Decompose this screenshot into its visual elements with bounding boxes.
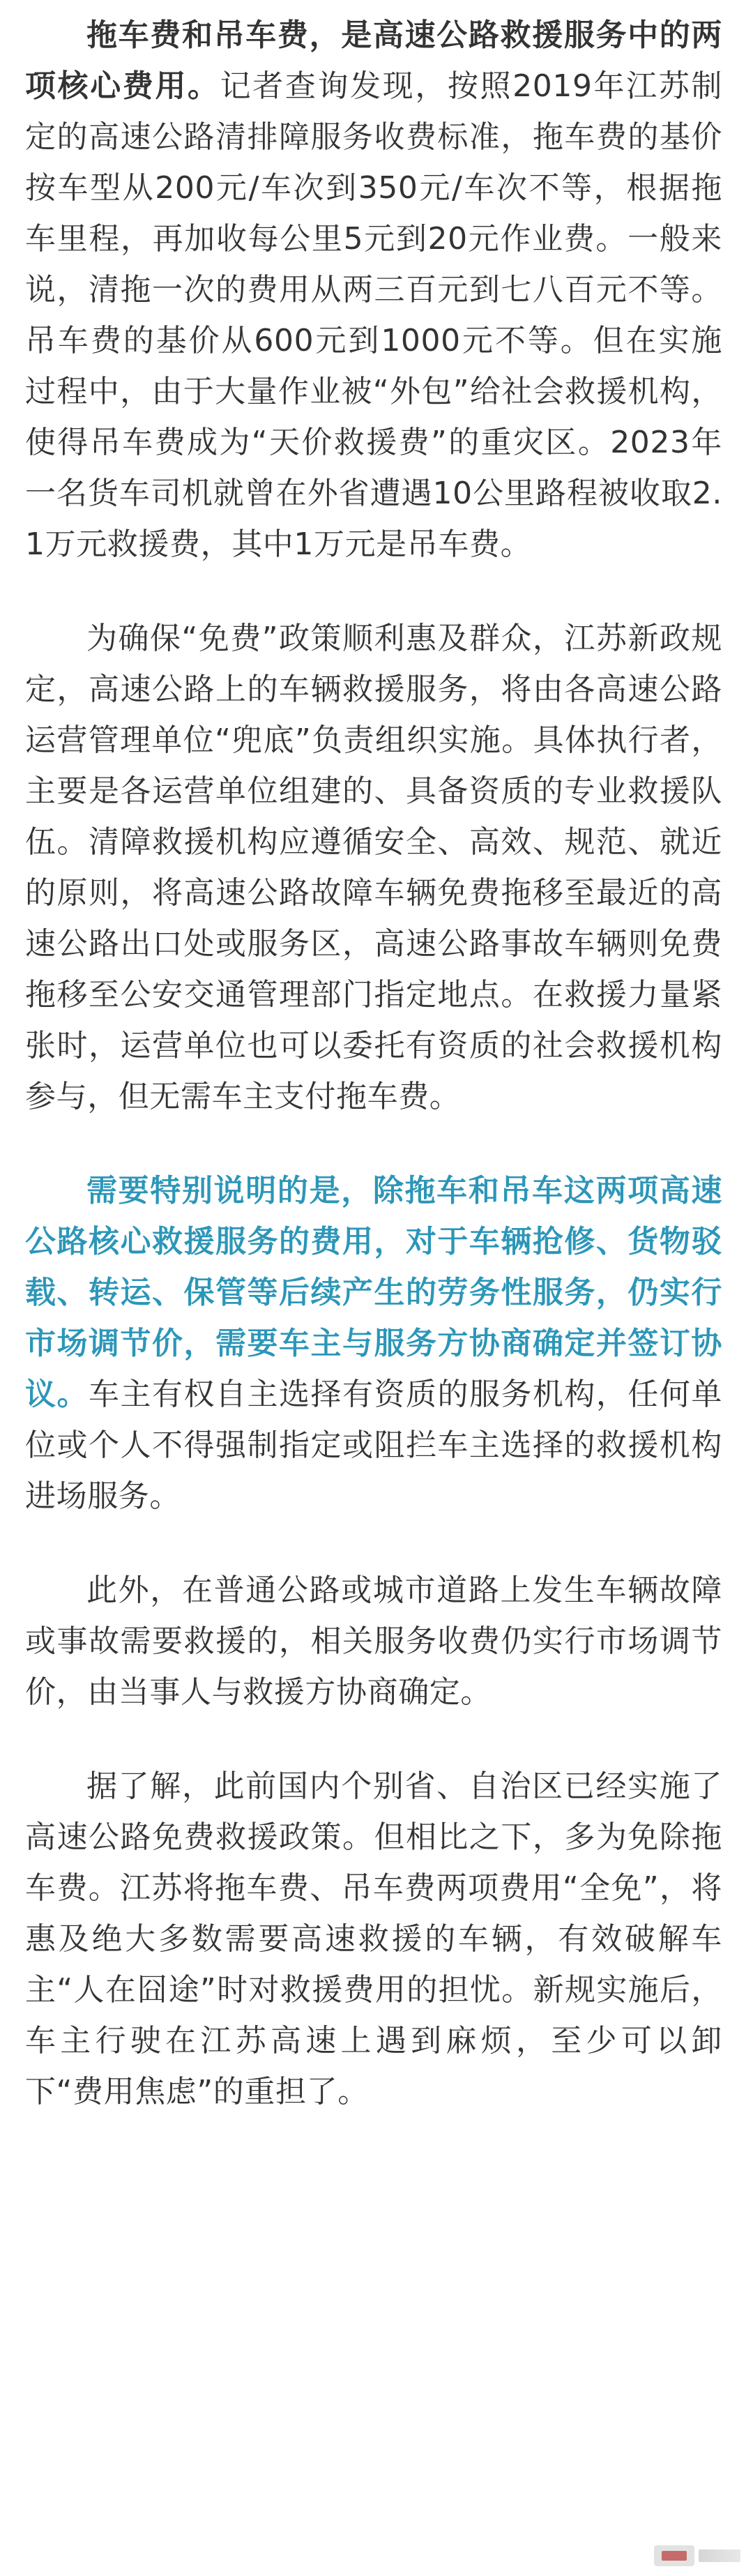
paragraph-other-provinces — [25, 1761, 722, 2117]
app-logo-icon — [654, 2545, 694, 2566]
paragraph-special-note — [25, 1165, 722, 1522]
paragraph-body: 车主有权自主选择有资质的服务机构，任何单位或个人不得强制指定或阻拦车主选择的救援机构进场服务。 — [25, 1377, 723, 1514]
paragraph-lead-bold: 拖车费和吊车费，是高速公路救援服务中的两项核心费用。 — [25, 17, 722, 104]
paragraph-body: 据了解，此前国内个别省、自治区已经实施了高速公路免费救援政策。但相比之下，多为免除拖车费。江苏将拖车费、吊车费两项费用“全免”，将惠及绝大多数需要高速救援的车辆，有效破解车主“人在囧途”时对救援费用的担忧。新规实施后，车主行驶在江苏高速上遇到麻烦，至少可以卸下“费用焦虑”的重担了。 — [25, 1768, 722, 2109]
watermark — [654, 2545, 740, 2566]
paragraph-ordinary-roads — [25, 1565, 722, 1718]
watermark-text-mark — [699, 2550, 740, 2562]
paragraph-body: 此外，在普通公路或城市道路上发生车辆故障或事故需要救援的，相关服务收费仍实行市场调节价，由当事人与救援方协商确定。 — [25, 1573, 722, 1710]
paragraph-towing-crane-fees — [25, 10, 722, 570]
paragraph-free-policy — [25, 613, 722, 1122]
paragraph-body: 为确保“免费”政策顺利惠及群众，江苏新政规定，高速公路上的车辆救援服务，将由各高速公路运营管理单位“兜底”负责组织实施。具体执行者，主要是各运营单位组建的、具备资质的专业救援队伍。清障救援机构应遵循安全、高效、规范、就近的原则，将高速公路故障车辆免费拖移至最近的高速公路出口处或服务区，高速公路事故车辆则免费拖移至公安交通管理部门指定地点。在救援力量紧张时，运营单位也可以委托有资质的社会救援机构参与，但无需车主支付拖车费。 — [25, 621, 722, 1114]
paragraph-body: 记者查询发现，按照2019年江苏制定的高速公路清排障服务收费标准，拖车费的基价按车型从200元/车次到350元/车次不等，根据拖车里程，再加收每公里5元到20元作业费。一般来说，清拖一次的费用从两三百元到七八百元不等。吊车费的基价从600元到1000元不等。但在实施过程中，由于大量作业被“外包”给社会救援机构，使得吊车费成为“天价救援费”的重灾区。2023年一名货车司机就曾在外省遭遇10公里路程被收取2.1万元救援费，其中1万元是吊车费。 — [25, 68, 722, 562]
highlighted-note: 需要特别说明的是，除拖车和吊车这两项高速公路核心救援服务的费用，对于车辆抢修、货物驳载、转运、保管等后续产生的劳务性服务，仍实行市场调节价，需要车主与服务方协商确定并签订协议。 — [25, 1173, 722, 1412]
